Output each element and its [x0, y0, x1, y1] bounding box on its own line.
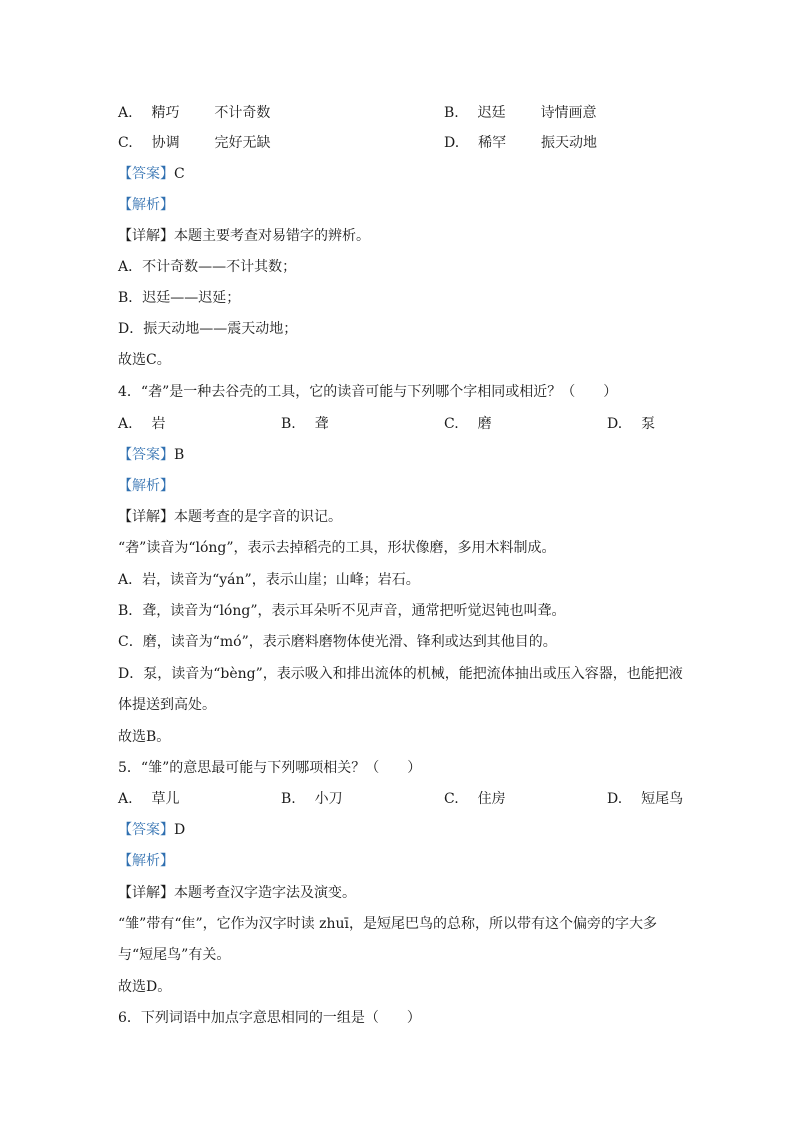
option-letter: B. — [281, 416, 296, 432]
option-text: 聋 — [314, 416, 329, 432]
detail-tag: 【详解】 — [118, 228, 174, 244]
option-text: 岩 — [151, 416, 166, 432]
option-letter: D. — [607, 791, 623, 807]
option-word-2: 振天动地 — [541, 135, 597, 151]
q4-line: 故选B。 — [118, 729, 171, 745]
q5-analysis-tag: 【解析】 — [118, 853, 174, 869]
option-word-2: 诗情画意 — [540, 105, 597, 121]
option-letter: A. — [118, 791, 133, 807]
q4-option-a — [118, 414, 165, 434]
option-text: 小刀 — [314, 791, 343, 807]
answer-tag: 【答案】 — [118, 822, 174, 838]
answer-value: C — [174, 166, 185, 182]
q3-answer — [118, 164, 185, 184]
q5-option-c — [444, 789, 506, 809]
q5-question: 5．“雏”的意思最可能与下列哪项相关？（ ） — [118, 760, 422, 776]
option-letter: A. — [118, 416, 133, 432]
q6-question: 6．下列词语中加点字意思相同的一组是（ ） — [118, 1010, 421, 1026]
detail-tag: 【详解】 — [118, 885, 174, 901]
option-word-1: 迟廷 — [477, 105, 506, 121]
option-letter: C. — [118, 135, 133, 151]
detail-tag: 【详解】 — [118, 509, 174, 525]
detail-text: 本题主要考查对易错字的辨析。 — [174, 228, 370, 244]
q3-line: B．迟廷——迟延； — [118, 290, 241, 306]
option-letter: A. — [118, 105, 133, 121]
q5-option-d — [607, 789, 683, 809]
q3-detail — [118, 226, 370, 246]
option-letter: D. — [444, 135, 460, 151]
q4-option-c — [444, 414, 492, 434]
option-text: 泵 — [641, 416, 656, 432]
q3-option-b — [444, 103, 597, 123]
option-letter: C. — [444, 416, 459, 432]
option-word-1: 协调 — [151, 135, 180, 151]
q4-detail — [118, 507, 342, 527]
q5-detail — [118, 883, 356, 903]
q3-line: D．振天动地——震天动地； — [118, 321, 298, 337]
q4-line: D．泵，读音为“bèng”，表示吸入和排出流体的机械，能把流体抽出或压入容器，也能把液 — [118, 666, 683, 682]
option-letter: D. — [607, 416, 623, 432]
q4-option-b — [281, 414, 329, 434]
q5-line: 与“短尾鸟”有关。 — [118, 947, 231, 963]
option-word-1: 稀罕 — [478, 135, 507, 151]
detail-text: 本题考查的是字音的识记。 — [174, 509, 342, 525]
q5-line: 故选D。 — [118, 979, 172, 995]
option-letter: B. — [281, 791, 296, 807]
q4-option-d — [607, 414, 655, 434]
answer-value: B — [174, 447, 185, 463]
q4-line: C．磨，读音为“mó”，表示磨料磨物体使光滑、锋利或达到其他目的。 — [118, 634, 557, 650]
q3-option-a — [118, 103, 270, 123]
answer-tag: 【答案】 — [118, 166, 174, 182]
q3-option-c — [118, 133, 270, 153]
q5-option-a — [118, 789, 179, 809]
option-letter: C. — [444, 791, 459, 807]
option-text: 短尾鸟 — [641, 791, 684, 807]
q4-answer — [118, 445, 184, 465]
q5-answer — [118, 820, 185, 840]
q4-line: A．岩，读音为“yán”，表示山崖；山峰；岩石。 — [118, 572, 420, 588]
q5-line: “雏”带有“隹”，它作为汉字时读 zhuī，是短尾巴鸟的总称，所以带有这个偏旁的字大多 — [118, 916, 657, 932]
q4-analysis-tag: 【解析】 — [118, 478, 174, 494]
q3-line: A．不计奇数——不计其数； — [118, 259, 297, 275]
option-word-2: 不计奇数 — [214, 105, 271, 121]
q4-line: “砻”读音为“lóng”，表示去掉稻壳的工具，形状像磨，多用木料制成。 — [118, 540, 556, 556]
q3-analysis-tag: 【解析】 — [118, 197, 174, 213]
q4-question: 4．“砻”是一种去谷壳的工具，它的读音可能与下列哪个字相同或相近？（ ） — [118, 384, 618, 400]
q3-line: 故选C。 — [118, 352, 171, 368]
option-word-1: 精巧 — [151, 105, 180, 121]
q4-line: 体提送到高处。 — [118, 697, 216, 713]
option-letter: B. — [444, 105, 459, 121]
option-text: 住房 — [477, 791, 506, 807]
option-text: 草儿 — [151, 791, 180, 807]
q3-option-d — [444, 133, 597, 153]
answer-value: D — [174, 822, 186, 838]
answer-tag: 【答案】 — [118, 447, 174, 463]
detail-text: 本题考查汉字造字法及演变。 — [174, 885, 356, 901]
option-word-2: 完好无缺 — [214, 135, 271, 151]
option-text: 磨 — [477, 416, 492, 432]
q5-option-b — [281, 789, 343, 809]
q4-line: B．聋，读音为“lóng”，表示耳朵听不见声音，通常把听觉迟钝也叫聋。 — [118, 603, 566, 619]
